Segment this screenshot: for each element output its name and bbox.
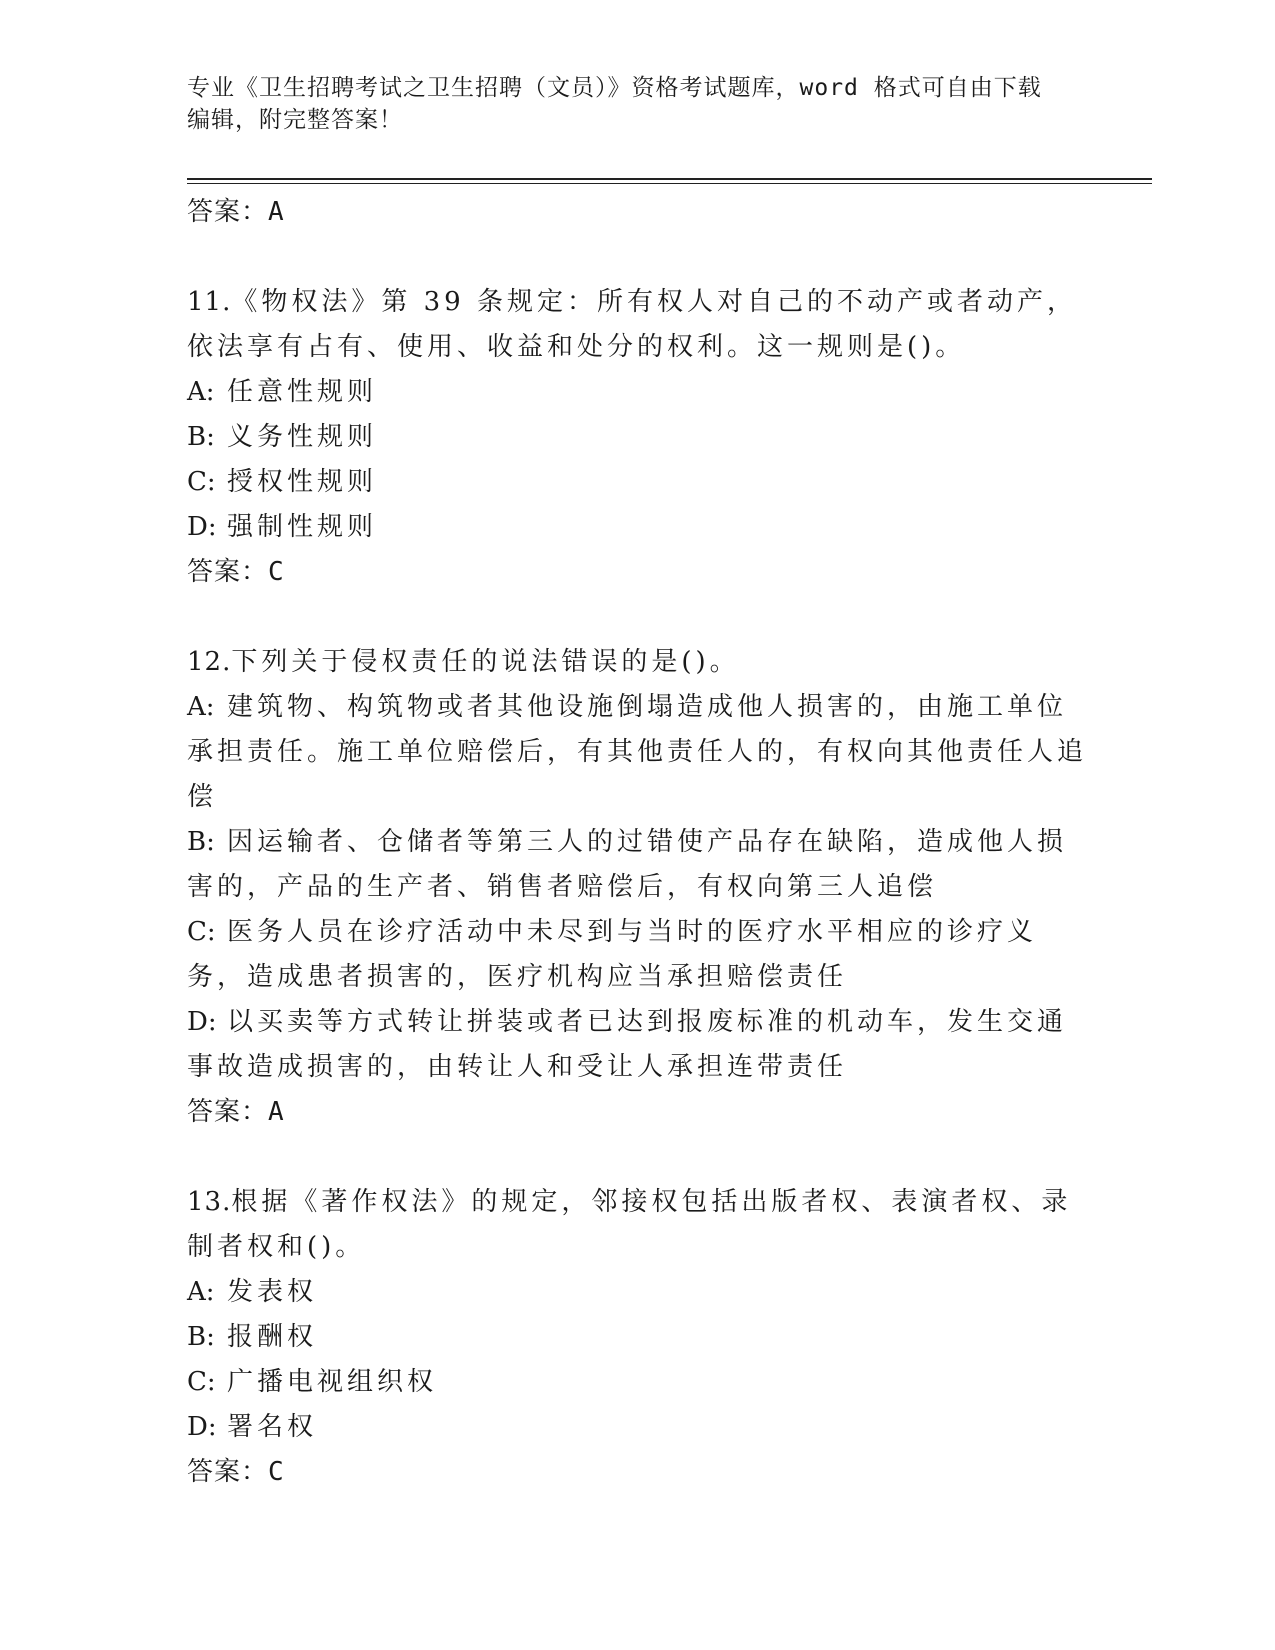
question-text: 下列关于侵权责任的说法错误的是()。 bbox=[231, 647, 740, 677]
option-text: 授权性规则 bbox=[227, 467, 378, 497]
answer: 答案：C bbox=[187, 1457, 285, 1487]
option-key: B: bbox=[187, 422, 215, 452]
option-c bbox=[187, 910, 1087, 1000]
document-header bbox=[187, 72, 1067, 136]
option-b bbox=[187, 415, 1087, 460]
option-key: B: bbox=[187, 1322, 215, 1352]
option-text: 发表权 bbox=[227, 1277, 318, 1307]
option-key: A: bbox=[187, 377, 215, 407]
option-key: A: bbox=[187, 1277, 215, 1307]
option-text: 署名权 bbox=[227, 1412, 318, 1442]
option-key: D: bbox=[187, 1412, 217, 1442]
option-key: D: bbox=[187, 1007, 217, 1037]
question-number: 13. bbox=[187, 1187, 232, 1217]
question-text: 《物权法》第 39 条规定：所有权人对自己的不动产或者动产，依法享有占有、使用、收益和处分的权利。这一规则是()。 bbox=[187, 287, 1077, 362]
option-d bbox=[187, 505, 1087, 550]
question-text: 根据《著作权法》的规定，邻接权包括出版者权、表演者权、录制者权和()。 bbox=[187, 1187, 1072, 1262]
question-list bbox=[187, 190, 1087, 1495]
option-text: 因运输者、仓储者等第三人的过错使产品存在缺陷，造成他人损害的，产品的生产者、销售者赔偿后，有权向第三人追偿 bbox=[187, 827, 1068, 902]
question-12 bbox=[187, 640, 1087, 1135]
option-key: C: bbox=[187, 1367, 216, 1397]
question-stem bbox=[187, 1180, 1087, 1270]
option-d bbox=[187, 1405, 1087, 1450]
option-text: 广播电视组织权 bbox=[227, 1367, 438, 1397]
option-text: 强制性规则 bbox=[227, 512, 378, 542]
option-text: 报酬权 bbox=[227, 1322, 318, 1352]
question-number: 12. bbox=[187, 647, 232, 677]
option-c bbox=[187, 1360, 1087, 1405]
option-key: C: bbox=[187, 917, 216, 947]
header-line-2: 编辑，附完整答案！ bbox=[187, 107, 403, 133]
option-a bbox=[187, 370, 1087, 415]
option-key: D: bbox=[187, 512, 217, 542]
header-divider-thin bbox=[187, 183, 1152, 184]
option-text: 任意性规则 bbox=[227, 377, 378, 407]
answer: 答案：C bbox=[187, 557, 285, 587]
question-stem bbox=[187, 640, 1087, 685]
option-text: 医务人员在诊疗活动中未尽到与当时的医疗水平相应的诊疗义务，造成患者损害的，医疗机构应当承担赔偿责任 bbox=[187, 917, 1038, 992]
question-11 bbox=[187, 280, 1087, 595]
option-text: 建筑物、构筑物或者其他设施倒塌造成他人损害的，由施工单位承担责任。施工单位赔偿后，有其他责任人的，有权向其他责任人追偿 bbox=[187, 692, 1088, 812]
option-d bbox=[187, 1000, 1087, 1090]
answer: 答案：A bbox=[187, 1097, 285, 1127]
option-c bbox=[187, 460, 1087, 505]
option-text: 义务性规则 bbox=[227, 422, 378, 452]
question-number: 11. bbox=[187, 287, 232, 317]
previous-answer: 答案：A bbox=[187, 197, 285, 227]
header-line-1: 专业《卫生招聘考试之卫生招聘（文员）》资格考试题库，word 格式可自由下载 bbox=[187, 75, 1042, 101]
option-b bbox=[187, 1315, 1087, 1360]
option-key: C: bbox=[187, 467, 216, 497]
option-a bbox=[187, 1270, 1087, 1315]
option-a bbox=[187, 685, 1087, 820]
option-text: 以买卖等方式转让拼装或者已达到报废标准的机动车，发生交通事故造成损害的，由转让人和受让人承担连带责任 bbox=[187, 1007, 1068, 1082]
question-13 bbox=[187, 1180, 1087, 1495]
header-divider-thick bbox=[187, 178, 1152, 180]
question-stem bbox=[187, 280, 1087, 370]
option-key: B: bbox=[187, 827, 215, 857]
option-key: A: bbox=[187, 692, 215, 722]
option-b bbox=[187, 820, 1087, 910]
